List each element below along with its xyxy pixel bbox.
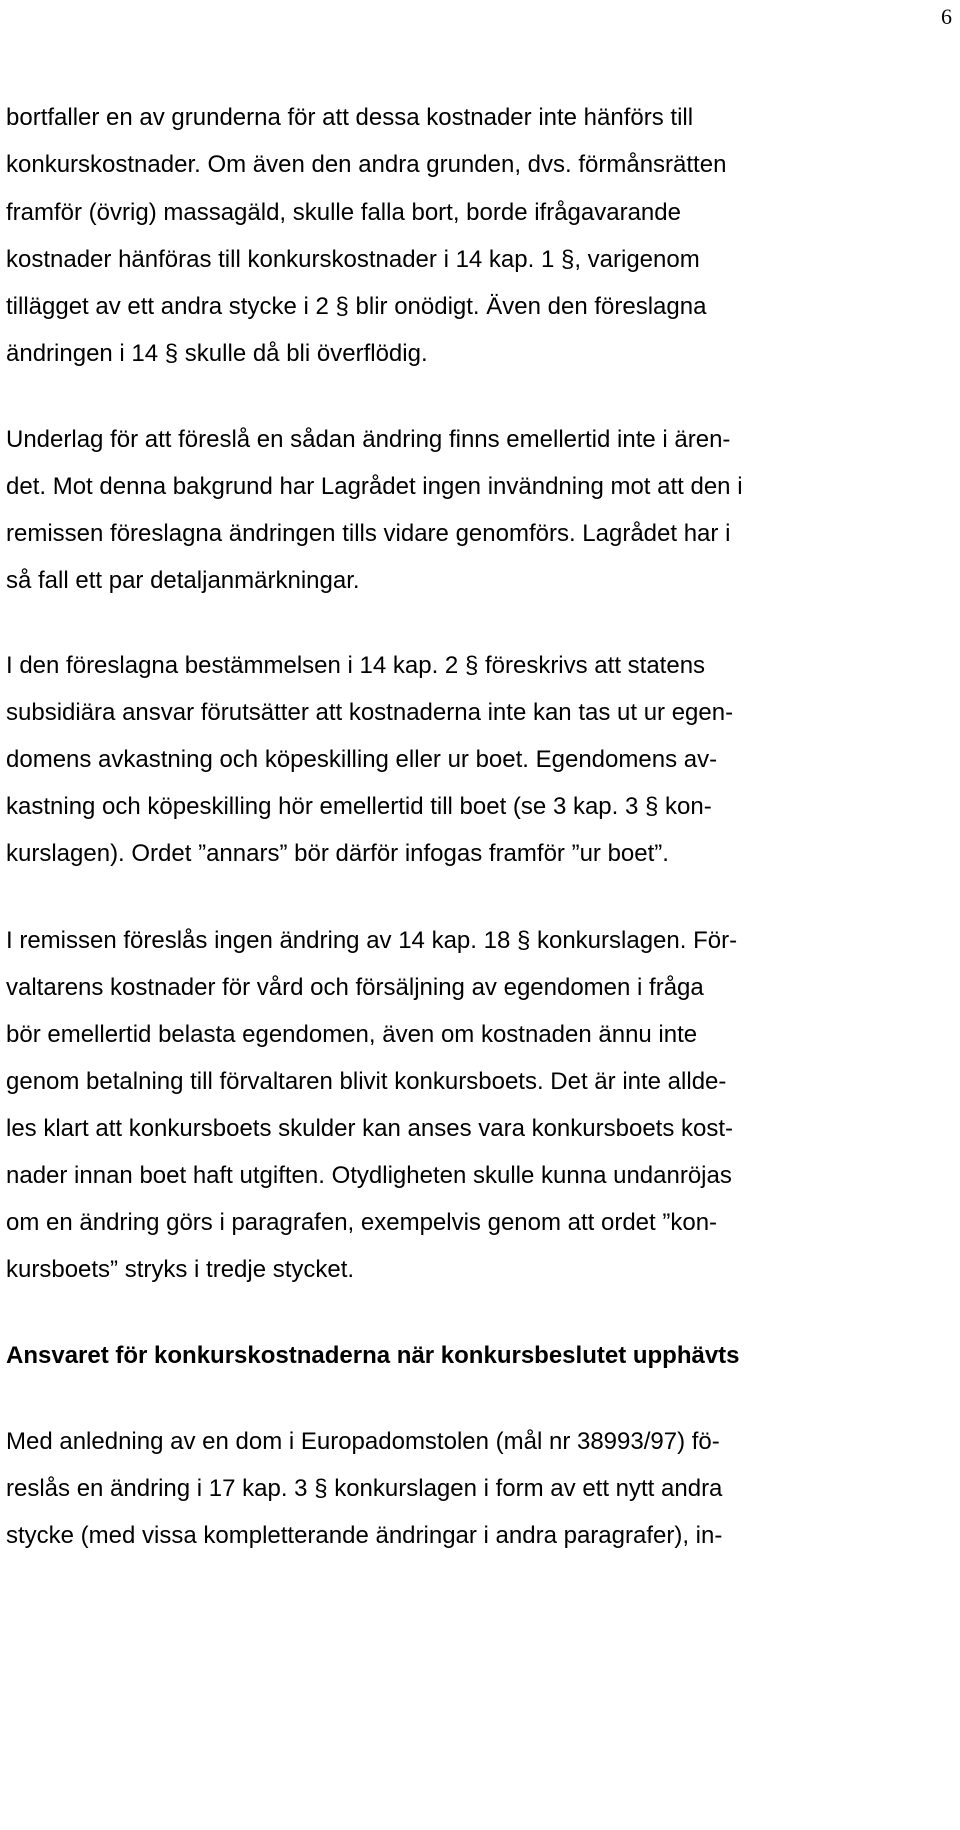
text-line: genom betalning till förvaltaren blivit konkursboets. Det är inte allde- <box>6 1068 727 1095</box>
text-line: ändringen i 14 § skulle då bli överflödig. <box>6 340 428 367</box>
text-line: I remissen föreslås ingen ändring av 14 kap. 18 § konkurslagen. För- <box>6 927 738 954</box>
text-line: kurslagen). Ordet ”annars” bör därför infogas framför ”ur boet”. <box>6 840 669 867</box>
text-line: stycke (med vissa kompletterande ändringar i andra paragrafer), in- <box>6 1522 723 1549</box>
text-line: domens avkastning och köpeskilling eller ur boet. Egendomens av- <box>6 746 718 773</box>
section-heading: Ansvaret för konkurskostnaderna när konkursbeslutet upphävts <box>6 1342 740 1369</box>
text-line: kursboets” stryks i tredje stycket. <box>6 1256 355 1283</box>
text-line: valtarens kostnader för vård och försäljning av egendomen i fråga <box>6 974 704 1001</box>
text-line: kastning och köpeskilling hör emellertid till boet (se 3 kap. 3 § kon- <box>6 793 712 820</box>
text-line: det. Mot denna bakgrund har Lagrådet ingen invändning mot att den i <box>6 473 743 500</box>
text-line: remissen föreslagna ändringen tills vidare genomförs. Lagrådet har i <box>6 520 731 547</box>
text-line: I den föreslagna bestämmelsen i 14 kap. 2 § föreskrivs att statens <box>6 652 706 679</box>
text-line: nader innan boet haft utgiften. Otydligheten skulle kunna undanröjas <box>6 1162 732 1189</box>
text-line: konkurskostnader. Om även den andra grunden, dvs. förmånsrätten <box>6 151 727 178</box>
text-line: om en ändring görs i paragrafen, exempelvis genom att ordet ”kon- <box>6 1209 718 1236</box>
text-line: framför (övrig) massagäld, skulle falla bort, borde ifrågavarande <box>6 199 681 226</box>
text-line: les klart att konkursboets skulder kan anses vara konkursboets kost- <box>6 1115 734 1142</box>
text-line: tillägget av ett andra stycke i 2 § blir onödigt. Även den föreslagna <box>6 293 707 320</box>
text-line: så fall ett par detaljanmärkningar. <box>6 567 360 594</box>
text-line: subsidiära ansvar förutsätter att kostnaderna inte kan tas ut ur egen- <box>6 699 734 726</box>
page-number: 6 <box>941 4 952 29</box>
text-line: bortfaller en av grunderna för att dessa kostnader inte hänförs till <box>6 104 694 131</box>
text-line: reslås en ändring i 17 kap. 3 § konkurslagen i form av ett nytt andra <box>6 1475 723 1502</box>
text-line: kostnader hänföras till konkurskostnader i 14 kap. 1 §, varigenom <box>6 246 700 273</box>
text-line: Med anledning av en dom i Europadomstolen (mål nr 38993/97) fö- <box>6 1428 720 1455</box>
text-line: bör emellertid belasta egendomen, även om kostnaden ännu inte <box>6 1021 698 1048</box>
text-line: Underlag för att föreslå en sådan ändring finns emellertid inte i ären- <box>6 426 731 453</box>
